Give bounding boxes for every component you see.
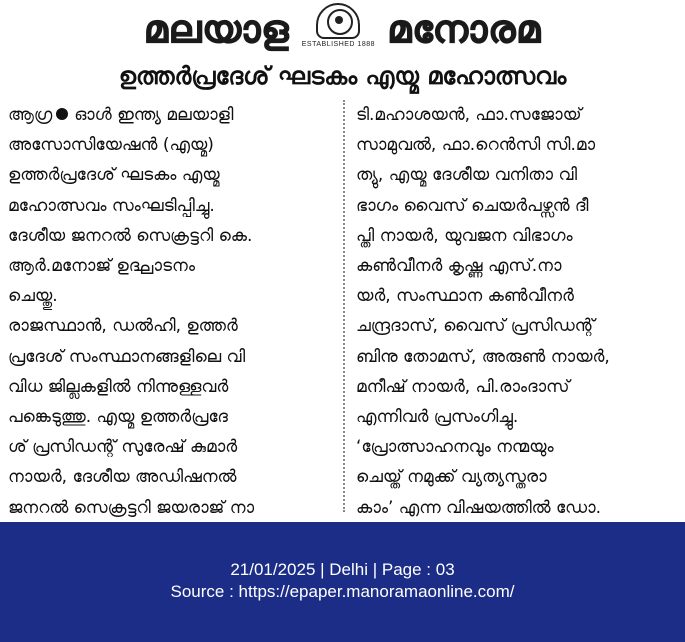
dateline: ആഗ്ര [8,105,53,125]
edition-info: 21/01/2025 | Delhi | Page : 03 [230,560,455,579]
article-body [0,100,685,518]
source-link[interactable]: Source : https://epaper.manoramaonline.com/ [170,582,515,601]
masthead-name-right: മനോരമ [387,6,542,51]
paragraph: രാജസ്ഥാൻ, ഡൽഹി, ഉത്തർ പ്രദേശ് സംസ്ഥാനങ്ങളിലെ വി വിധ ജില്ലകളിൽ നിന്നുള്ളവർ പങ്കെടുത്തു. എയ്മ ഉത്തർപ്രദേ ശ് പ്രസിഡന്റ് സുരേഷ് കുമാർ നായർ, ദേശീയ അഡിഷനൽ ജനറൽ സെക്രട്ടറി ജയരാജ് നാ [8,316,255,518]
paragraph: ടി.മഹാശയൻ, ഫാ.സജോയ് സാമുവൽ, ഫാ.റെൻസി സി.മാ ത്യു, എയ്മ ദേശീയ വനിതാ വി ഭാഗം വൈസ് ചെയർപഴ്സൻ ദീ പ്തി നായർ, യുവജന വിഭാഗം കൺവീനർ കൃഷ്ണ എസ്.നാ യർ, സംസ്ഥാന കൺവീനർ ചന്ദ്രദാസ്, വൈസ് പ്രസിഡന്റ് ബിനു തോമസ്, അരുൺ നായർ, മനീഷ് നായർ, പി.രാംദാസ് എന്നിവർ പ്രസംഗിച്ചു. [356,105,610,428]
paragraph: ‘പ്രോത്സാഹനവും നന്മയും ചെയ്ത് നമുക്ക് വ്യത്യസ്തരാ കാം’ എന്ന വിഷയത്തിൽ ഡോ. [356,437,602,518]
column-divider [343,100,345,512]
footer-banner [0,522,685,642]
article-column-right [356,100,681,553]
lead-paragraph [8,100,336,311]
established-label: ESTABLISHED 1888 [301,41,376,48]
masthead [0,0,685,58]
lead-text: ഓൾ ഇന്ത്യ മലയാളി അസോസിയേഷൻ (എയ്മ) ഉത്തർപ്രദേശ് ഘടകം എയ്മ മഹോത്സവം സംഘടിപ്പിച്ചു. ദേശീയ ജനറൽ സെക്രട്ടറി കെ. ആർ.മനോജ് ഉദ്ഘാടനം ചെയ്തു. [8,105,253,307]
article-column-left [8,100,336,553]
emblem-logo [297,3,379,55]
bullet-icon [56,108,68,120]
masthead-name-left: മലയാള [143,6,290,51]
article-headline: ഉത്തർപ്രദേശ് ഘടകം എയ്മ മഹോത്സവം [118,62,567,90]
seal-icon [316,3,360,39]
